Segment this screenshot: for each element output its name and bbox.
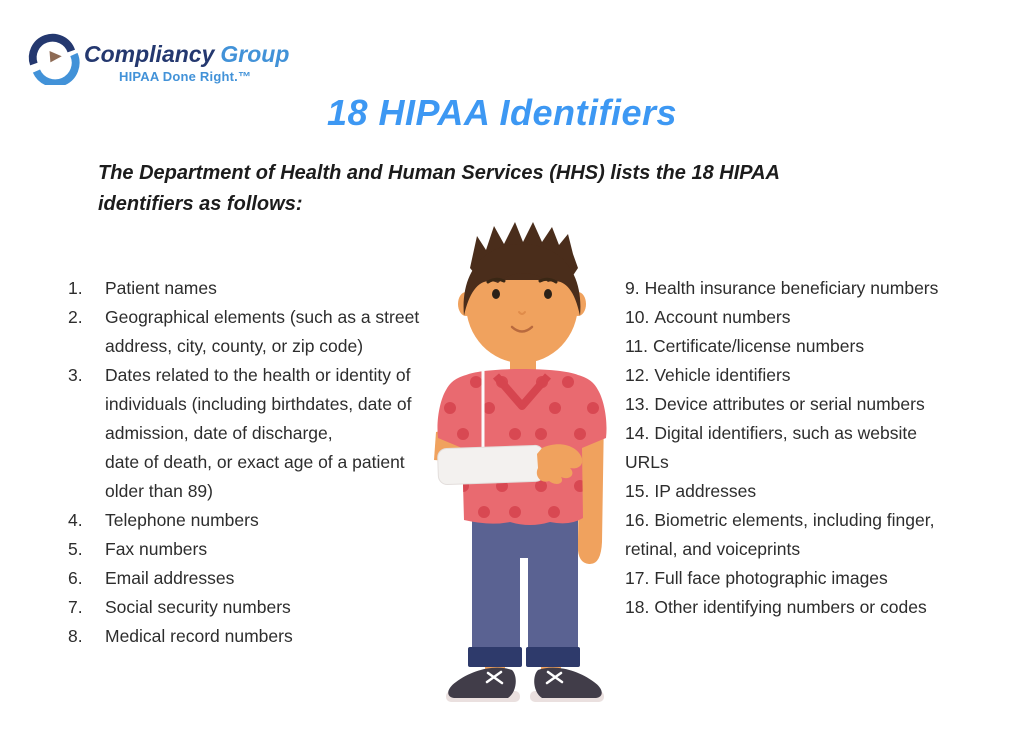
list-item-text: URLs — [625, 452, 669, 472]
list-item-number: 9. — [625, 278, 640, 298]
list-item — [68, 361, 468, 506]
logo-text — [84, 31, 289, 84]
list-item — [625, 332, 1024, 361]
list-item — [625, 593, 1024, 622]
patient-boy-illustration — [420, 220, 620, 710]
list-item — [68, 506, 468, 535]
list-item-text: Digital identifiers, such as website — [654, 423, 917, 443]
list-item-text: date of death, or exact age of a patient — [105, 452, 405, 472]
list-item-text: address, city, county, or zip code) — [105, 336, 364, 356]
brand-tagline: HIPAA Done Right.™ — [119, 69, 252, 84]
list-item-number: 5. — [68, 539, 83, 559]
list-item — [68, 535, 468, 564]
brand-name — [84, 41, 289, 68]
list-item-text: admission, date of discharge, — [105, 423, 333, 443]
list-item-text: older than 89) — [105, 481, 213, 501]
brand-secondary: Group — [220, 41, 290, 67]
list-item-text: retinal, and voiceprints — [625, 539, 801, 559]
list-item-text: Other identifying numbers or codes — [654, 597, 927, 617]
list-item-text: IP addresses — [654, 481, 757, 501]
list-item — [625, 274, 1024, 303]
list-item-number: 18. — [625, 597, 650, 617]
list-item — [68, 622, 468, 651]
subtitle — [98, 158, 858, 220]
compliancy-logo-swirl-icon — [26, 31, 80, 85]
list-item — [625, 506, 1024, 564]
list-item-text: Health insurance beneficiary numbers — [644, 278, 939, 298]
list-item — [68, 274, 468, 303]
list-item — [68, 593, 468, 622]
list-item-number: 12. — [625, 365, 650, 385]
subtitle-line: The Department of Health and Human Services (HHS) lists the 18 HIPAA — [98, 162, 781, 184]
list-item — [68, 564, 468, 593]
list-item-number: 3. — [68, 365, 83, 385]
brand-primary: Compliancy — [84, 41, 215, 67]
list-item-text: Device attributes or serial numbers — [654, 394, 925, 414]
list-item-text: Patient names — [105, 278, 217, 298]
list-item-number: 6. — [68, 568, 83, 588]
list-item-text: Fax numbers — [105, 539, 208, 559]
list-item-number: 4. — [68, 510, 83, 530]
list-item-number: 14. — [625, 423, 650, 443]
identifier-list-right — [625, 274, 1024, 622]
list-item-text: Account numbers — [654, 307, 791, 327]
list-item-number: 13. — [625, 394, 650, 414]
list-item-number: 16. — [625, 510, 650, 530]
compliancy-group-logo — [26, 31, 289, 85]
list-item — [625, 477, 1024, 506]
list-item — [625, 419, 1024, 477]
list-item-number: 11. — [625, 336, 649, 356]
list-item — [625, 390, 1024, 419]
list-item-text: Biometric elements, including finger, — [654, 510, 935, 530]
list-item-number: 15. — [625, 481, 650, 501]
list-item-text: Dates related to the health or identity of — [105, 365, 411, 385]
list-item-text: Full face photographic images — [654, 568, 888, 588]
list-item-text: Geographical elements (such as a street — [105, 307, 420, 327]
list-item-text: Medical record numbers — [105, 626, 293, 646]
list-item-number: 17. — [625, 568, 650, 588]
list-item — [625, 303, 1024, 332]
list-item-text: Certificate/license numbers — [653, 336, 865, 356]
list-item — [625, 361, 1024, 390]
list-item-text: Telephone numbers — [105, 510, 259, 530]
list-item-text: individuals (including birthdates, date of — [105, 394, 412, 414]
identifier-list-left — [68, 274, 468, 651]
list-item-text: Email addresses — [105, 568, 235, 588]
page-title: 18 HIPAA Identifiers — [326, 92, 678, 133]
list-item — [625, 564, 1024, 593]
list-item-text: Vehicle identifiers — [654, 365, 791, 385]
subtitle-line: identifiers as follows: — [98, 193, 303, 215]
list-item-number: 7. — [68, 597, 83, 617]
list-item — [68, 303, 468, 361]
list-item-number: 1. — [68, 278, 83, 298]
list-item-text: Social security numbers — [105, 597, 291, 617]
list-item-number: 10. — [625, 307, 650, 327]
list-item-number: 8. — [68, 626, 83, 646]
list-item-number: 2. — [68, 307, 83, 327]
